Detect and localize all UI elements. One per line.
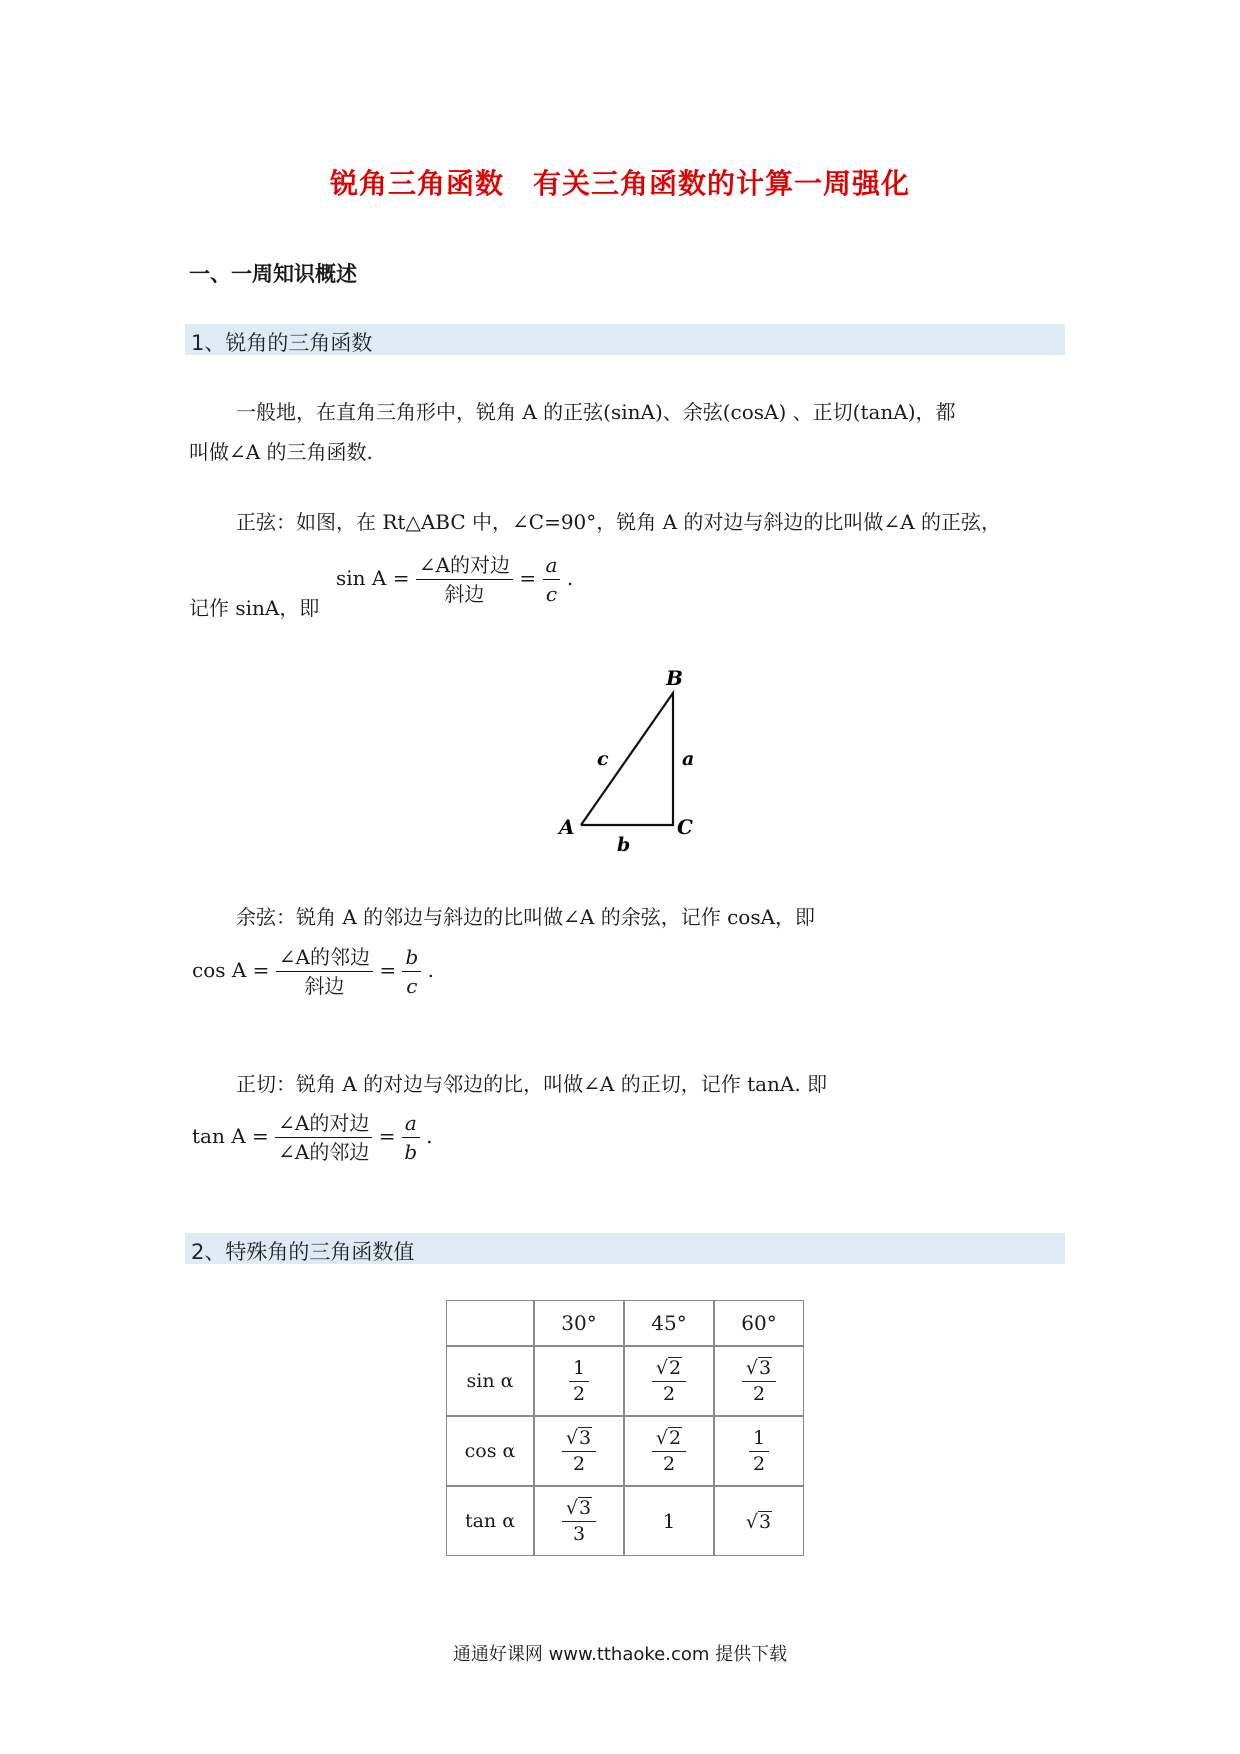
sine-fraction-denominator: 斜边 xyxy=(444,582,485,606)
vertex-label-c: C xyxy=(677,815,693,839)
tangent-fraction xyxy=(275,1110,372,1165)
sqrt-icon: √2 xyxy=(655,1356,682,1379)
cell-radicand: 3 xyxy=(579,1426,592,1449)
subsection-title-1: 1、锐角的三角函数 xyxy=(191,331,373,355)
cosine-fraction xyxy=(276,944,373,999)
cell-value: 1 xyxy=(662,1509,676,1533)
triangle-outline xyxy=(581,693,673,825)
cosine-fraction-denominator: 斜边 xyxy=(304,974,345,998)
tangent-formula xyxy=(192,1110,432,1165)
table-cell xyxy=(714,1486,804,1556)
table-corner-cell xyxy=(446,1300,534,1346)
table-row-sin xyxy=(446,1346,804,1416)
page-title: 锐角三角函数 有关三角函数的计算一周强化 xyxy=(329,167,910,200)
tangent-ratio-numerator: a xyxy=(402,1110,420,1138)
table-cell xyxy=(714,1416,804,1486)
sine-equals: = xyxy=(519,566,537,590)
table-row-cos xyxy=(446,1416,804,1486)
cell-radicand: 2 xyxy=(669,1356,682,1379)
table-header-row xyxy=(446,1300,804,1346)
cell-radicand: 2 xyxy=(669,1426,682,1449)
table-header-60: 60° xyxy=(714,1300,804,1346)
cell-denominator: 2 xyxy=(662,1382,676,1405)
vertex-label-a: A xyxy=(559,815,575,839)
cosine-ratio-denominator: c xyxy=(406,974,418,998)
cell-denominator: 3 xyxy=(572,1522,586,1545)
cosine-period: . xyxy=(427,958,434,982)
sqrt-icon: √3 xyxy=(565,1496,592,1519)
side-label-b: b xyxy=(617,834,631,856)
table-header-30: 30° xyxy=(534,1300,624,1346)
subsection-title-2: 2、特殊角的三角函数值 xyxy=(191,1240,415,1264)
cell-denominator: 2 xyxy=(752,1452,766,1475)
cell-numerator: 1 xyxy=(569,1356,589,1382)
table-header-45: 45° xyxy=(624,1300,714,1346)
tangent-formula-lhs: tan A = xyxy=(192,1124,269,1148)
table-cell xyxy=(714,1346,804,1416)
sqrt-icon: √2 xyxy=(655,1426,682,1449)
tangent-ratio xyxy=(402,1110,420,1165)
tangent-fraction-denominator: ∠A的邻边 xyxy=(278,1140,370,1164)
section-heading: 一、一周知识概述 xyxy=(189,262,357,286)
sine-line-1: 正弦：如图，在 Rt△ABC 中，∠C=90°，锐角 A 的对边与斜边的比叫做∠A 的正弦， xyxy=(236,510,1001,534)
table-cell xyxy=(534,1416,624,1486)
sine-line-2: 记作 sinA，即 xyxy=(189,596,320,620)
table-row-tan xyxy=(446,1486,804,1556)
cell-radicand: 3 xyxy=(579,1496,592,1519)
cell-denominator: 2 xyxy=(752,1382,766,1405)
cell-radicand: 3 xyxy=(759,1356,772,1379)
sine-ratio xyxy=(543,552,561,607)
definition-line-1: 一般地，在直角三角形中，锐角 A 的正弦(sinA)、余弦(cosA) 、正切(tanA)，都 xyxy=(236,400,956,424)
sine-formula-lhs: sin A = xyxy=(336,566,410,590)
table-cell xyxy=(624,1416,714,1486)
row-label-tan: tan α xyxy=(446,1486,534,1556)
subsection-band-2 xyxy=(185,1233,1065,1264)
sine-fraction-numerator: ∠A的对边 xyxy=(416,552,513,580)
vertex-label-b: B xyxy=(666,666,683,690)
cosine-formula-lhs: cos A = xyxy=(192,958,270,982)
tangent-fraction-numerator: ∠A的对边 xyxy=(275,1110,372,1138)
special-angle-table xyxy=(446,1300,804,1556)
sqrt-icon: √3 xyxy=(745,1356,772,1379)
row-label-sin: sin α xyxy=(446,1346,534,1416)
cosine-ratio-numerator: b xyxy=(402,944,421,972)
sine-formula xyxy=(336,552,573,607)
tangent-period: . xyxy=(426,1124,433,1148)
table-cell xyxy=(624,1346,714,1416)
sine-period: . xyxy=(566,566,574,590)
table-cell xyxy=(534,1346,624,1416)
sine-ratio-denominator: c xyxy=(545,582,558,606)
tangent-equals: = xyxy=(378,1124,396,1148)
sqrt-icon: √3 xyxy=(745,1511,772,1533)
right-triangle-diagram xyxy=(545,665,715,865)
sine-ratio-numerator: a xyxy=(543,552,561,580)
cell-numerator: 1 xyxy=(749,1426,769,1452)
sqrt-icon: √3 xyxy=(565,1426,592,1449)
cell-denominator: 2 xyxy=(572,1382,586,1405)
cosine-fraction-numerator: ∠A的邻边 xyxy=(276,944,373,972)
cell-radicand: 3 xyxy=(759,1511,772,1533)
tangent-ratio-denominator: b xyxy=(404,1140,418,1164)
side-label-a: a xyxy=(682,748,695,770)
subsection-band-1 xyxy=(185,324,1065,355)
sine-fraction xyxy=(416,552,513,607)
cosine-ratio xyxy=(402,944,421,999)
page-footer: 通通好课网 www.tthaoke.com 提供下载 xyxy=(452,1644,788,1665)
cosine-line: 余弦：锐角 A 的邻边与斜边的比叫做∠A 的余弦，记作 cosA，即 xyxy=(236,905,816,929)
cosine-equals: = xyxy=(379,958,397,982)
definition-line-2: 叫做∠A 的三角函数. xyxy=(189,440,373,464)
cell-denominator: 2 xyxy=(662,1452,676,1475)
table-cell xyxy=(534,1486,624,1556)
side-label-c: c xyxy=(597,748,609,770)
table-cell xyxy=(624,1486,714,1556)
cell-denominator: 2 xyxy=(572,1452,586,1475)
row-label-cos: cos α xyxy=(446,1416,534,1486)
tangent-line: 正切：锐角 A 的对边与邻边的比，叫做∠A 的正切，记作 tanA. 即 xyxy=(236,1072,828,1096)
cosine-formula xyxy=(192,944,434,999)
